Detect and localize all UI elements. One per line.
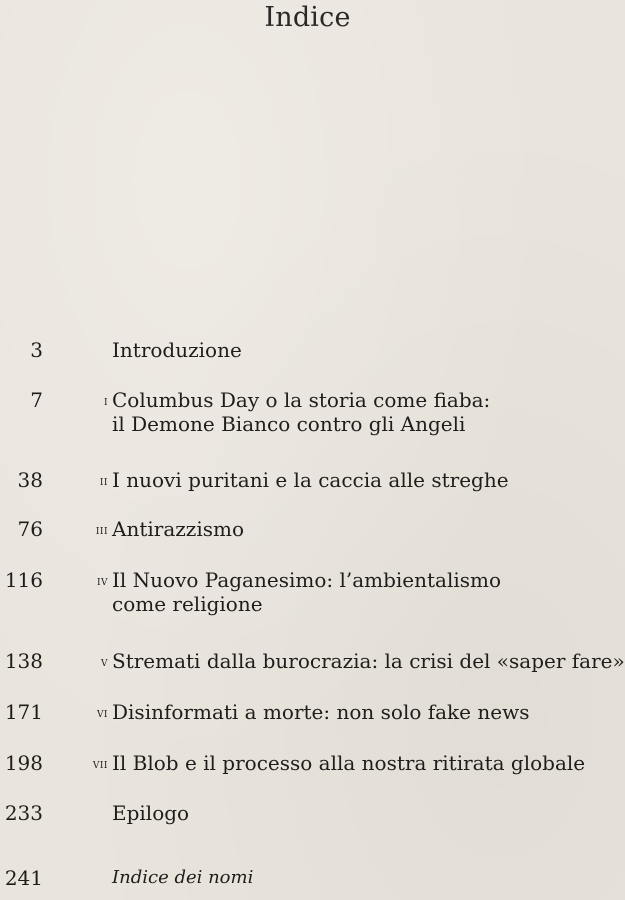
toc-page-number: 241 <box>4 866 43 890</box>
toc-title-line: Epilogo <box>112 801 190 825</box>
toc-chapter-title <box>112 517 617 541</box>
toc-title-line: Introduzione <box>112 338 242 362</box>
page-title: Indice <box>264 2 351 33</box>
toc-page-number: 171 <box>4 700 43 724</box>
toc-chapter-number: iii <box>95 523 108 538</box>
toc-chapter-number: v <box>101 655 108 670</box>
toc-title-line: Columbus Day o la storia come fiaba: <box>112 388 491 412</box>
toc-page-number: 7 <box>30 388 43 412</box>
toc-title-line: Stremati dalla burocrazia: la crisi del «saper fare» <box>112 649 625 673</box>
toc-chapter-title <box>112 388 617 436</box>
toc-chapter-number: i <box>103 394 108 409</box>
toc-chapter-title <box>112 801 617 825</box>
toc-title-line: Disinformati a morte: non solo fake news <box>112 700 530 724</box>
toc-chapter-title <box>112 700 617 724</box>
toc-page-number: 76 <box>17 517 43 541</box>
toc-chapter-title <box>112 866 617 890</box>
toc-page-number: 38 <box>17 468 43 492</box>
toc-chapter-title <box>112 751 617 775</box>
toc-chapter-number: vii <box>92 757 108 772</box>
toc-title-line: Il Blob e il processo alla nostra ritirata globale <box>112 751 586 775</box>
toc-chapter-title <box>112 468 617 492</box>
toc-chapter-number: ii <box>99 474 108 489</box>
toc-title-line: Antirazzismo <box>112 517 244 541</box>
toc-chapter-title <box>112 568 617 616</box>
toc-title-line: Indice dei nomi <box>112 867 254 888</box>
toc-page-number: 233 <box>4 801 43 825</box>
toc-title-line: come religione <box>112 592 263 616</box>
toc-chapter-title <box>112 338 617 362</box>
toc-page-number: 198 <box>4 751 43 775</box>
toc-page-number: 3 <box>30 338 43 362</box>
toc-title-line: il Demone Bianco contro gli Angeli <box>112 412 466 436</box>
toc-page-number: 138 <box>4 649 43 673</box>
toc-chapter-number: iv <box>96 574 108 589</box>
toc-chapter-title <box>112 649 625 673</box>
toc-title-line: Il Nuovo Paganesimo: l’ambientalismo <box>112 568 502 592</box>
toc-title-line: I nuovi puritani e la caccia alle streghe <box>112 468 509 492</box>
toc-page-number: 116 <box>4 568 43 592</box>
toc-chapter-number: vi <box>96 706 108 721</box>
